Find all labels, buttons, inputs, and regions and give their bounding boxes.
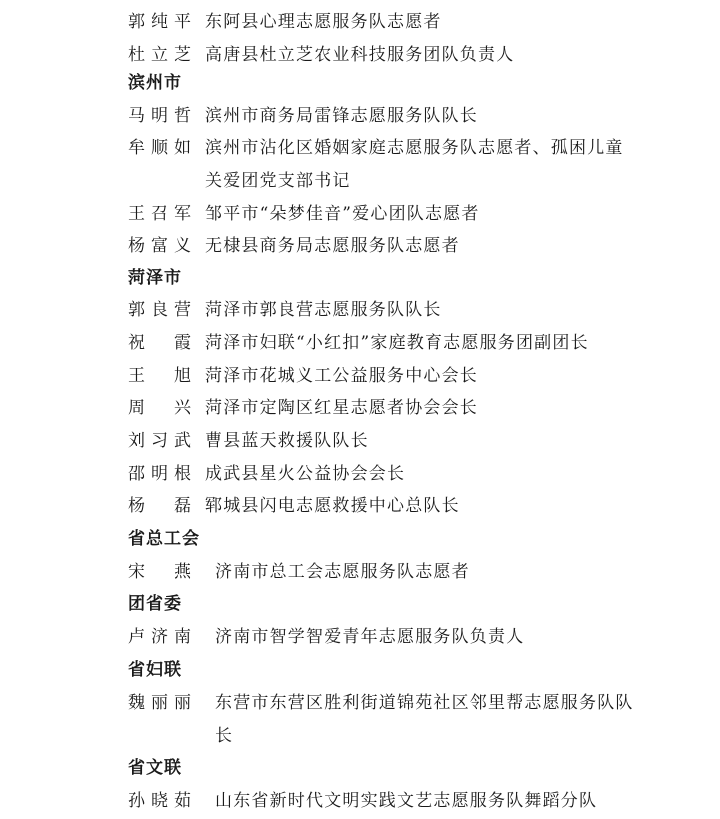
person-title: 东阿县心理志愿服务队志愿者 [205, 12, 442, 32]
person-name: 魏丽丽 [128, 693, 192, 713]
person-name: 杜立芝 [128, 45, 192, 65]
person-name: 杨富义 [128, 236, 192, 256]
person-title: 曹县蓝天救援队队长 [205, 431, 369, 451]
person-name: 牟顺如 [128, 138, 192, 158]
person-name: 刘习武 [128, 431, 192, 451]
person-name: 王召军 [128, 204, 192, 224]
person-title: 东营市东营区胜利街道锦苑社区邻里帮志愿服务队队长 [215, 693, 634, 746]
person-name: 郭纯平 [128, 12, 192, 32]
person-name: 祝霞 [128, 333, 192, 353]
person-title: 菏泽市定陶区红星志愿者协会会长 [205, 398, 478, 418]
person-title: 菏泽市郭良营志愿服务队队长 [205, 300, 442, 320]
person-title: 邹平市“朵梦佳音”爱心团队志愿者 [205, 204, 480, 224]
section-heading: 团省委 [128, 594, 182, 614]
person-title: 菏泽市妇联“小红扣”家庭教育志愿服务团副团长 [205, 333, 589, 353]
person-title: 山东省新时代文明实践文艺志愿服务队舞蹈分队 [215, 791, 598, 811]
section-heading: 省妇联 [128, 660, 182, 680]
person-name: 郭良营 [128, 300, 192, 320]
person-title: 济南市智学智爱青年志愿服务队负责人 [215, 627, 525, 647]
person-title: 滨州市商务局雷锋志愿服务队队长 [205, 106, 478, 126]
person-title: 无棣县商务局志愿服务队志愿者 [205, 236, 460, 256]
section-heading: 菏泽市 [128, 268, 182, 288]
person-name: 马明哲 [128, 106, 192, 126]
person-name: 杨磊 [128, 496, 192, 516]
person-name: 宋燕 [128, 562, 192, 582]
person-title: 菏泽市花城义工公益服务中心会长 [205, 366, 478, 386]
person-name: 周兴 [128, 398, 192, 418]
section-heading: 滨州市 [128, 73, 182, 93]
section-heading: 省文联 [128, 758, 182, 778]
person-name: 孙晓茹 [128, 791, 192, 811]
person-title: 济南市总工会志愿服务队志愿者 [215, 562, 470, 582]
person-name: 卢济南 [128, 627, 192, 647]
person-title: 高唐县杜立芝农业科技服务团队负责人 [205, 45, 515, 65]
person-title: 郓城县闪电志愿救援中心总队长 [205, 496, 460, 516]
person-name: 王旭 [128, 366, 192, 386]
person-name: 邵明根 [128, 464, 192, 484]
section-heading: 省总工会 [128, 529, 200, 549]
person-title: 滨州市沾化区婚姻家庭志愿服务队志愿者、孤困儿童关爱团党支部书记 [205, 138, 624, 191]
person-title: 成武县星火公益协会会长 [205, 464, 406, 484]
